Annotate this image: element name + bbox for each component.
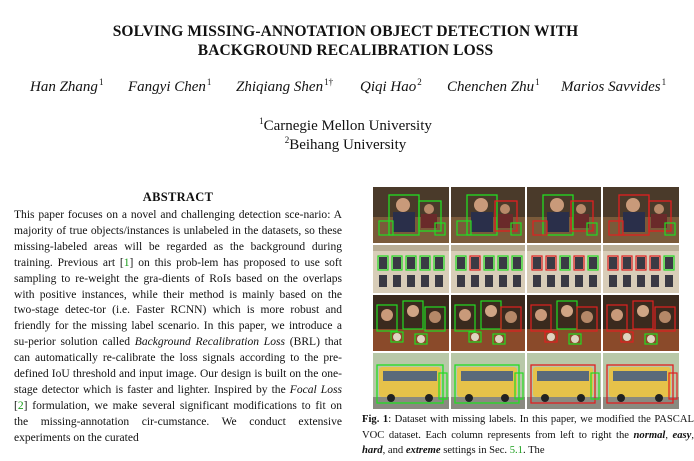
fig-thumb-r1-easy bbox=[451, 187, 525, 243]
fig-thumb-r4-extreme bbox=[603, 353, 679, 409]
author-3: Zhiqiang Shen$^{1\dagger}$ bbox=[236, 77, 334, 95]
abstract-body: This paper focuses on a novel and challenging detection sce-nario: A majority of true objects/instances is unlabeled in the datasets, so these missing-labeled areas will be regarded as the background during training. Previous art [1] on this prob-lem has proposed to use soft sampling to re-weight the gra-dients of RoIs based on the overlaps with positive instances, while their method is mainly based on the two-stage detec-tor (i.e. Faster RCNN) which is more robust and friendly for the missing label scenario. In this paper, we introduce a su-perior solution called Background Recalibration Loss (BRL) that can automatically re-calibrate the loss signals according to the pre-defined IoU threshold and input image. Our design is built on the one-stage detector which is faster and lighter. Inspired by the Focal Loss [2] formulation, we make several significant modifications to fit on the missing-annotation cir-cumstance. We conduct extensive experiments on the curated bbox=[14, 209, 342, 444]
author-5: Chenchen Zhu$^1$ bbox=[447, 77, 540, 95]
fig-thumb-r2-normal bbox=[373, 245, 449, 293]
paper-title-line-1: SOLVING MISSING-ANNOTATION OBJECT DETECTION WITH bbox=[112, 23, 579, 40]
paper-title-line-2: BACKGROUND RECALIBRATION LOSS bbox=[197, 42, 494, 59]
abstract-heading: ABSTRACT bbox=[142, 190, 214, 204]
author-6: Marios Savvides$^1$ bbox=[561, 77, 667, 95]
fig-thumb-r4-normal bbox=[373, 353, 449, 409]
fig-thumb-r3-extreme bbox=[603, 295, 679, 351]
fig-thumb-r1-hard bbox=[527, 187, 601, 243]
fig-thumb-r3-normal bbox=[373, 295, 449, 351]
author-1: Han Zhang$^1$ bbox=[30, 77, 104, 95]
fig-thumb-r2-extreme bbox=[603, 245, 679, 293]
affiliation-2: $^2$Beihang University bbox=[284, 135, 407, 153]
fig-thumb-r2-hard bbox=[527, 245, 601, 293]
fig-thumb-r2-easy bbox=[451, 245, 525, 293]
fig-thumb-r1-extreme bbox=[603, 187, 679, 243]
section-link-5-1[interactable]: 5.1 bbox=[509, 445, 523, 456]
author-2: Fangyi Chen$^1$ bbox=[128, 77, 212, 95]
fig-thumb-r3-easy bbox=[451, 295, 525, 351]
author-4: Qiqi Hao$^2$ bbox=[360, 77, 422, 95]
fig-thumb-r3-hard bbox=[527, 295, 601, 351]
author-list bbox=[0, 79, 691, 101]
citation-link-2[interactable]: 2 bbox=[17, 399, 24, 412]
fig-thumb-r4-easy bbox=[451, 353, 525, 409]
fig-thumb-r1-normal bbox=[373, 187, 449, 243]
affiliation-1: $^1$Carnegie Mellon University bbox=[259, 116, 432, 134]
figure-1-image-grid bbox=[373, 187, 691, 409]
figure-1-caption: Fig. 1: Dataset with missing labels. In this paper, we modified the PASCAL VOC dataset. Each column represents from left to right the normal, easy, hard, and extreme settings in Sec. 5.1. The bbox=[362, 414, 694, 456]
fig-thumb-r4-hard bbox=[527, 353, 601, 409]
citation-link-1[interactable]: 1 bbox=[123, 256, 130, 269]
